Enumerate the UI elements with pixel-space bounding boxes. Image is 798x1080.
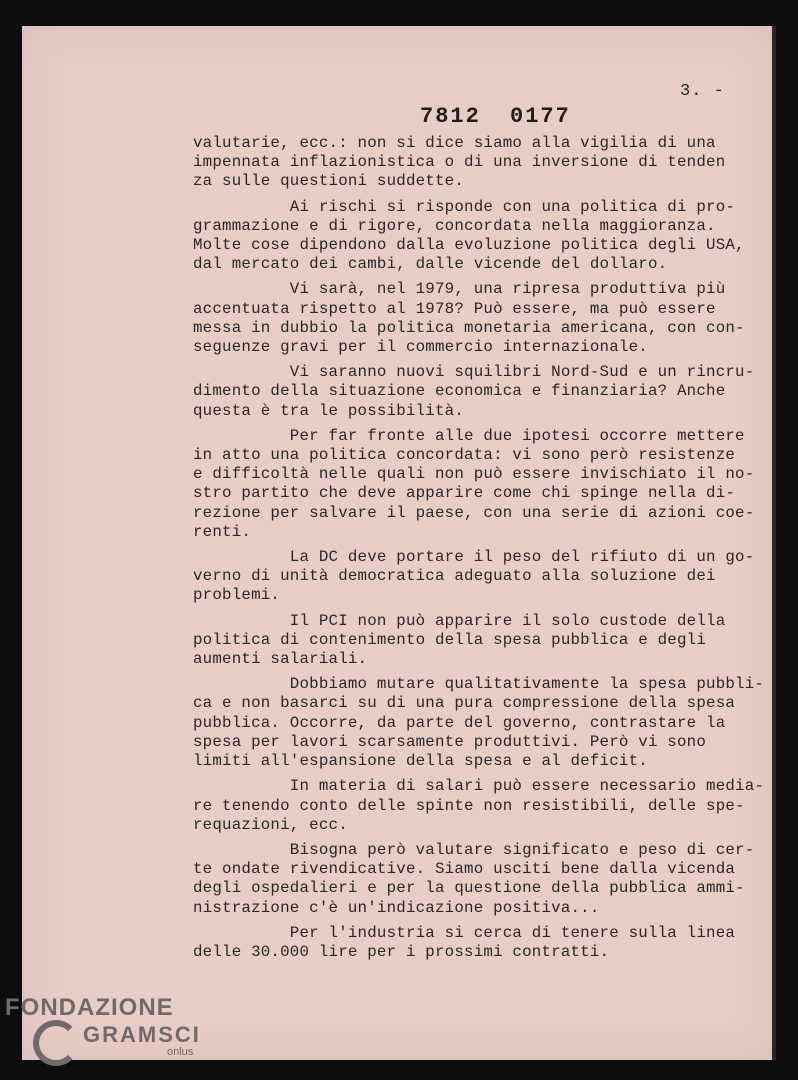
text-line: Il PCI non può apparire il solo custode della [193,611,726,630]
text-line: dimento della situazione economica e finanziaria? Anche [193,382,726,401]
text-line: verno di unità democratica adeguato alla soluzione dei [193,567,716,586]
text-line: ca e non basarci su di una pura compressione della spesa [193,694,736,713]
text-line: requazioni, ecc. [193,815,348,834]
watermark-line1: FONDAZIONE [5,994,174,1021]
text-line: messa in dubbio la politica monetaria americana, con con- [193,318,745,337]
text-line: rezione per salvare il paese, con una serie di azioni coe- [193,503,755,522]
archive-code: 7812 0177 [420,104,571,129]
text-line: Per far fronte alle due ipotesi occorre mettere [193,426,745,445]
paragraph [193,427,753,542]
paragraph [193,134,753,192]
text-line: re tenendo conto delle spinte non resistibili, delle spe- [193,796,745,815]
paragraph [193,675,765,771]
text-line: accentuata rispetto al 1978? Può essere, ma può essere [193,299,716,318]
text-line: Vi saranno nuovi squilibri Nord-Sud e un rincru- [193,363,755,382]
paragraph [193,841,753,918]
text-line: La DC deve portare il peso del rifiuto di un go- [193,548,755,567]
text-line: degli ospedalieri e per la questione della pubblica ammi- [193,879,745,898]
text-line: limiti all'espansione della spesa e al deficit. [193,752,648,771]
paragraph [193,198,753,275]
text-line: spesa per lavori scarsamente produttivi. Però vi sono [193,732,707,751]
text-line: Per l'industria si cerca di tenere sulla linea [193,923,736,942]
paragraph [193,363,753,421]
paragraph [193,612,753,670]
text-line: za sulle questioni suddette. [193,172,465,191]
text-line: te ondate rivendicative. Siamo usciti bene dalla vicenda [193,860,736,879]
text-line: renti. [193,522,252,541]
text-line: Molte cose dipendono dalla evoluzione politica degli USA, [193,236,745,255]
text-line: Vi sarà, nel 1979, una ripresa produttiva più [193,280,726,299]
text-line: valutarie, ecc.: non si dice siamo alla vigilia di una [193,134,716,152]
text-line: in atto una politica concordata: vi sono però resistenze [193,446,736,465]
text-line: dal mercato dei cambi, dalle vicende del dollaro. [193,255,668,274]
text-line: In materia di salari può essere necessario media- [193,777,765,796]
paragraph [193,924,753,962]
paragraph [193,548,753,606]
paragraph [193,280,753,357]
text-line: grammazione e di rigore, concordata nella maggioranza. [193,216,716,235]
text-line: impennata inflazionistica o di una inversione di tenden [193,153,726,172]
watermark-onlus: onlus [167,1046,194,1058]
page-edge [772,26,776,1060]
fondazione-gramsci-watermark [5,994,201,1058]
text-line: politica di contenimento della spesa pubblica e degli [193,630,707,649]
text-line: Ai rischi si risponde con una politica di pro- [193,197,736,216]
text-line: seguenze gravi per il commercio internazionale. [193,338,648,357]
watermark-line2: GRAMSCI [83,1022,201,1047]
text-line: questa è tra le possibilità. [193,401,465,420]
watermark-g-logo-icon [33,1020,79,1066]
text-line: Bisogna però valutare significato e peso di cer- [193,840,755,859]
page-number: 3. - [680,82,725,101]
text-line: aumenti salariali. [193,650,368,669]
text-line: e difficoltà nelle quali non può essere invischiato il no- [193,465,755,484]
text-line: stro partito che deve apparire come chi spinge nella di- [193,484,736,503]
text-line: Dobbiamo mutare qualitativamente la spesa pubbli- [193,675,765,694]
paragraph [193,777,765,835]
text-line: delle 30.000 lire per i prossimi contratti. [193,942,610,961]
text-line: pubblica. Occorre, da parte del governo, contrastare la [193,713,726,732]
body-text [193,134,765,968]
text-line: problemi. [193,586,281,605]
text-line: nistrazione c'è un'indicazione positiva... [193,898,600,917]
